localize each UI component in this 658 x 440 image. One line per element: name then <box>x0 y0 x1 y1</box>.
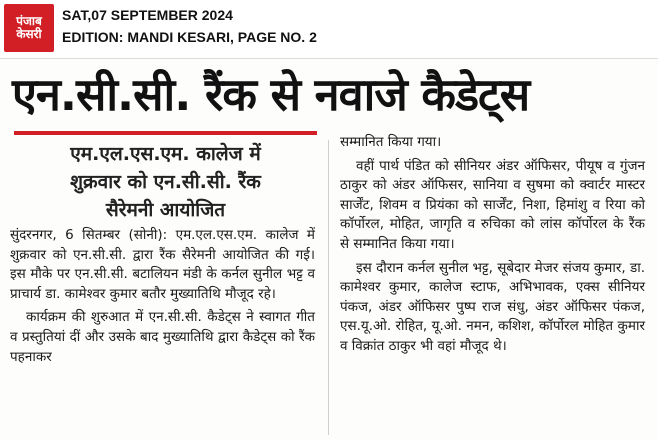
headline-rule <box>14 131 317 135</box>
left-paragraph-1: सुंदरनगर, 6 सितम्बर (सोनी): एम.एल.एस.एम. कालेज में शुक्रवार को एन.सी.सी. द्वारा रैंक सैरेमनी आयोजित की गई। इस मौके पर एन.सी.सी. बटालियन मंडी के कर्नल सुनील भट्ट व प्राचार्य डा. कामेश्वर कुमार बतौर मुख्यातिथि मौजूद रहे। <box>10 227 315 302</box>
article-headline: एन.सी.सी. रैंक से नवाजे कैडेट्स <box>12 68 530 121</box>
article-subheadline <box>14 140 317 224</box>
right-paragraph-2: वहीं पार्थ पंडित को सीनियर अंडर ऑफिसर, पीयूष व गुंजन ठाकुर को अंडर ऑफिसर, सानिया व सुषमा को क्वार्टर मास्टर सार्जेंट, शिवम व प्रियंका को सार्जेंट, निशा, हिमांशु व रिया को कॉर्पोरल, मोहित, जागृति व रुचिका को लांस कॉर्पोरल के रैंक से सम्मानित किया गया। <box>340 157 645 252</box>
punjab-kesari-logo <box>4 4 54 52</box>
left-paragraph-2: कार्यक्रम की शुरुआत में एन.सी.सी. कैडेट्स ने स्वागत गीत व प्रस्तुतियां दीं और उसके बाद मुख्यातिथि द्वारा कैडेट्स को रैंक पहनाकर <box>10 309 315 365</box>
subheadline-line-1: एम.एल.एस.एम. कालेज में <box>70 143 261 165</box>
right-paragraph-3: इस दौरान कर्नल सुनील भट्ट, सूबेदार मेजर संजय कुमार, डा. कामेश्वर कुमार, कालेज स्टाफ, अभिभावक, एक्स सीनियर पंकज, अंडर ऑफिसर पुष्प राज संधु, अंडर ऑफिसर पंकज, एस.यू.ओ. रोहित, यू.ओ. नमन, कशिश, कॉर्पोरल मोहित कुमार व विक्रांत ठाकुर भी वहां मौजूद थे। <box>340 259 645 354</box>
column-divider <box>328 140 329 435</box>
subheadline-line-2: शुक्रवार को एन.सी.सी. रैंक <box>70 171 261 193</box>
right-paragraph-1: सम्मानित किया गया। <box>340 134 442 150</box>
publication-date: SAT,07 SEPTEMBER 2024 <box>62 7 233 23</box>
logo-line-2: केसरी <box>16 27 42 41</box>
page-header <box>0 0 658 58</box>
article-column-right <box>340 133 645 357</box>
subheadline-line-3: सैरेमनी आयोजित <box>105 199 226 221</box>
logo-line-1: पंजाब <box>16 14 42 29</box>
edition-info: EDITION: MANDI KESARI, PAGE NO. 2 <box>62 29 317 45</box>
article-column-left <box>10 226 315 367</box>
